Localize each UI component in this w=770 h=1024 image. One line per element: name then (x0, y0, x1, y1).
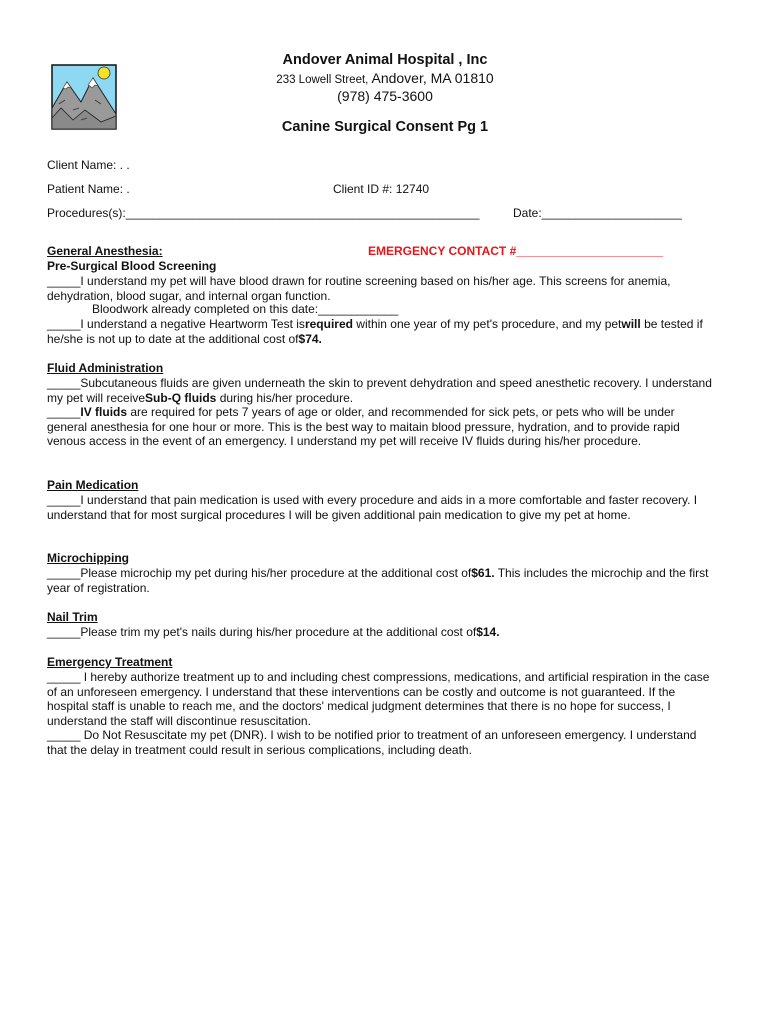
emergency-contact-field[interactable]: EMERGENCY CONTACT #______________________ (368, 244, 664, 258)
patient-name-field[interactable]: Patient Name: . (47, 182, 130, 196)
microchip-cost: $61. (471, 566, 495, 580)
nail-trim-cost: $14. (476, 625, 500, 639)
blood-screening-heading: Pre-Surgical Blood Screening (47, 259, 217, 273)
general-anesthesia-heading: General Anesthesia: (47, 244, 163, 258)
microchip-text-a: _____Please microchip my pet during his/her procedure at the additional cost of (47, 566, 472, 580)
resuscitation-paragraph: _____ I hereby authorize treatment up to and including chest compressions, medications, and artificial respiration in the case of an unforeseen emergency. I understand that these interventions can be costly and outcome is not guaranteed. If the hospital staff is unable to reach me, and the doctors' medical judgment determines that there is no hope for success, I understand the staff will discontinue resuscitation. (47, 670, 710, 728)
dnr-paragraph: _____ Do Not Resuscitate my pet (DNR). I wish to be notified prior to treatment of an unforeseen emergency. I understand that the delay in treatment could result in serious complications, including death. (47, 728, 697, 757)
pain-medication-heading: Pain Medication (47, 478, 139, 492)
emergency-treatment-heading: Emergency Treatment (47, 655, 173, 669)
heartworm-text-c: be tested if he/she is not up to date at the additional cost of (47, 317, 703, 346)
subq-text-c: during his/her procedure. (216, 390, 354, 405)
subq-emphasis: Sub-Q fluids (145, 390, 217, 405)
iv-fluids-paragraph (47, 405, 713, 449)
mountain-logo-icon (51, 64, 117, 130)
client-id-field[interactable]: Client ID #: 12740 (333, 182, 430, 196)
subq-text-a: _____Subcutaneous fluids are given underneath the skin to prevent dehydration and speed anesthetic recovery. I understand my pet will receive (47, 376, 712, 405)
iv-text-c: are required for pets 7 years of age or older, and recommended for sick pets, or pets who will be under general anesthesia for one hour or more. This is the best way to maitain blood pressure, hydration, and to provide rapid venous access in the event of an emergency. I understand my pet will receive IV fluids during his/her procedure. (47, 405, 680, 449)
client-name-field[interactable]: Client Name: . . (47, 158, 130, 172)
nail-trim-text: _____Please trim my pet's nails during his/her procedure at the additional cost of (47, 625, 477, 639)
heartworm-text-b: within one year of my pet's procedure, and my pet (352, 317, 622, 331)
required-emphasis: required (304, 317, 353, 331)
pain-medication-paragraph: _____I understand that pain medication is used with every procedure and aids in a more comfortable and faster recovery. I understand that for most surgical procedures I will be given additional pain medication to give my pet at home. (47, 493, 698, 522)
hospital-address (200, 70, 570, 86)
nail-trim-paragraph (47, 625, 713, 640)
nail-trim-heading: Nail Trim (47, 610, 98, 624)
hospital-name: Andover Animal Hospital , Inc (282, 52, 488, 68)
form-title: Canine Surgical Consent Pg 1 (281, 119, 489, 135)
city-state-zip: Andover, MA 01810 (371, 70, 494, 86)
bloodwork-date-field[interactable]: Bloodwork already completed on this date:____________ (92, 302, 399, 316)
microchip-text-b: This includes the microchip and the first year of registration. (47, 566, 709, 595)
hospital-phone: (978) 475-3600 (337, 88, 433, 104)
iv-emphasis: IV fluids (80, 405, 128, 419)
will-emphasis: will (621, 317, 641, 331)
heartworm-cost: $74. (298, 331, 322, 346)
heartworm-paragraph (47, 317, 713, 346)
microchipping-heading: Microchipping (47, 551, 129, 565)
procedures-field[interactable]: Procedures(s):_____________________________________________________ (47, 206, 480, 220)
blood-screening-paragraph: _____I understand my pet will have blood drawn for routine screening based on his/her age. This screens for anemia, dehydration, blood sugar, and internal organ function. (47, 274, 671, 303)
fluid-administration-heading: Fluid Administration (47, 361, 164, 375)
heartworm-text-a: _____I understand a negative Heartworm Test is (47, 317, 305, 331)
microchip-paragraph (47, 566, 713, 595)
street-address: 233 Lowell Street, (276, 74, 369, 86)
subq-fluids-paragraph (47, 376, 713, 405)
iv-text-a: _____ (47, 405, 81, 419)
date-field[interactable]: Date:_____________________ (513, 206, 682, 220)
